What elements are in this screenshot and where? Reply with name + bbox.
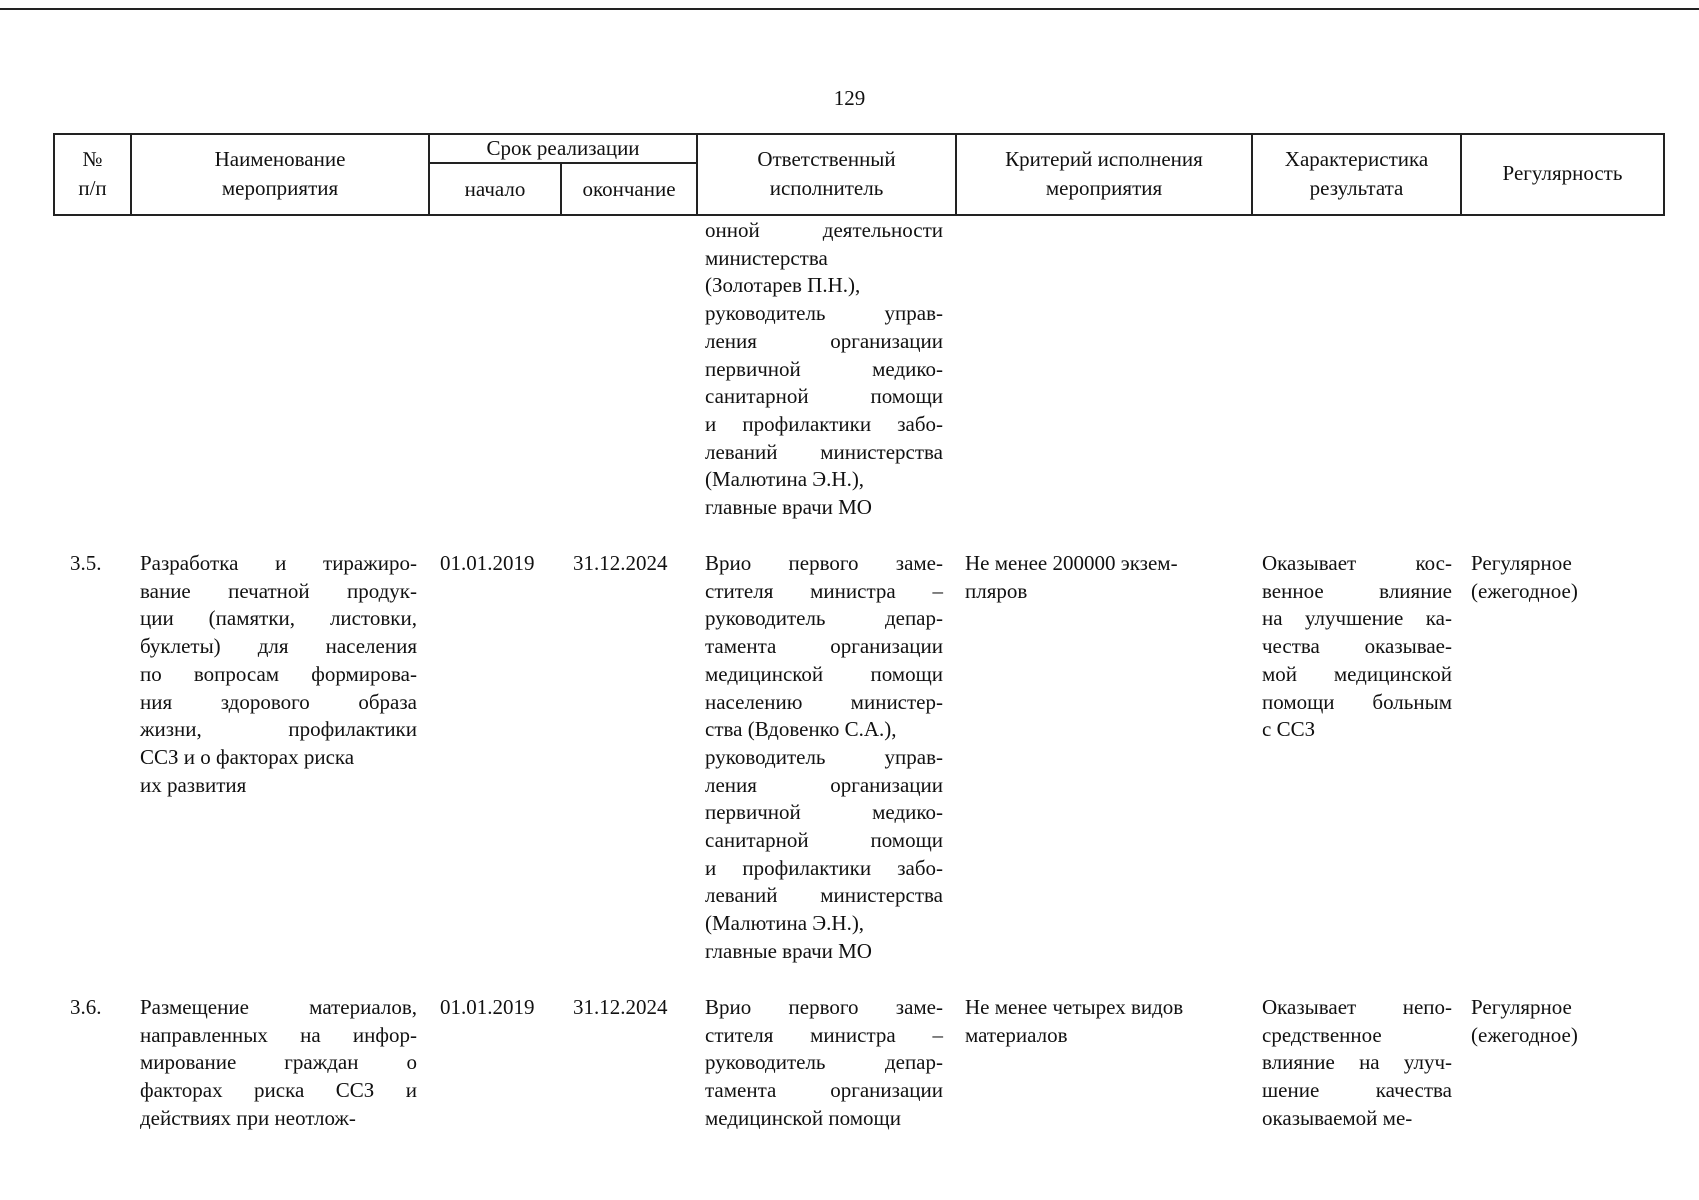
cell-line: Разработка и тиражиро-: [140, 551, 417, 575]
cell-line: руководитель депар-: [705, 1050, 943, 1075]
header-end: окончание: [582, 177, 676, 201]
cell-line: на улучшение ка-: [1262, 606, 1452, 631]
cell-line: мирование граждан о: [140, 1050, 417, 1075]
cell-line: (Малютина Э.Н.),: [705, 911, 865, 936]
cell-line: Размещение материалов,: [140, 995, 417, 1019]
top-rule: [0, 8, 1699, 10]
header-num: № п/п: [78, 147, 107, 200]
cell-line: жизни, профилактики: [140, 717, 417, 742]
cell-line: пляров: [965, 578, 1028, 603]
cell-line: санитарной помощи: [705, 384, 943, 409]
cell-line: оказываемой ме-: [1262, 1105, 1413, 1130]
cell-line: Врио первого заме-: [705, 995, 943, 1019]
criterion-cell: [965, 994, 1245, 1049]
cell-line: и профилактики забо-: [705, 411, 943, 436]
cell-line: первичной медико-: [705, 356, 943, 381]
end-date: 31.12.2024: [573, 551, 668, 575]
cell-line: ции (памятки, листовки,: [140, 606, 417, 631]
cell-line: населению министер-: [705, 689, 943, 714]
criterion-cell: [965, 550, 1245, 605]
cell-line: средственное: [1262, 1022, 1382, 1047]
cell-line: тамента организации: [705, 634, 943, 659]
cell-line: направленных на инфор-: [140, 1022, 417, 1047]
cell-line: Не менее 200000 экзем-: [965, 551, 1178, 575]
cell-line: стителя министра –: [705, 1022, 943, 1047]
cell-line: главные врачи МО: [705, 938, 872, 963]
cell-line: (Малютина Э.Н.),: [705, 467, 865, 492]
cell-line: стителя министра –: [705, 578, 943, 603]
header-criterion: Критерий исполнения мероприятия: [1005, 147, 1203, 200]
cell-line: главные врачи МО: [705, 495, 872, 520]
header-result: Характеристика результата: [1284, 147, 1429, 200]
responsible-cell: [705, 994, 943, 1133]
cell-line: ния здорового образа: [140, 689, 417, 714]
header-start: начало: [464, 177, 526, 201]
cell-line: руководитель управ-: [705, 301, 943, 326]
cell-line: ления организации: [705, 772, 943, 797]
regularity-cell: [1471, 550, 1651, 605]
cell-line: венное влияние: [1262, 578, 1452, 603]
cell-line: по вопросам формирова-: [140, 661, 417, 686]
cell-line: медицинской помощи: [705, 661, 943, 686]
cell-line: министерства: [705, 245, 828, 270]
cell-line: Не менее четырех видов: [965, 995, 1184, 1019]
cell-line: медицинской помощи: [705, 1105, 901, 1130]
cell-line: ления организации: [705, 328, 943, 353]
cell-line: их развития: [140, 772, 247, 797]
result-cell: [1262, 550, 1452, 744]
cell-line: тамента организации: [705, 1078, 943, 1103]
cell-line: и профилактики забо-: [705, 855, 943, 880]
cell-line: материалов: [965, 1022, 1068, 1047]
header-term: Срок реализации: [486, 136, 640, 160]
cell-line: ства (Вдовенко С.А.),: [705, 717, 897, 742]
start-date: 01.01.2019: [440, 995, 535, 1019]
cell-line: действиях при неотлож-: [140, 1105, 356, 1130]
cell-line: онной деятельности: [705, 218, 943, 242]
cell-line: шение качества: [1262, 1078, 1452, 1103]
cell-line: Регулярное: [1471, 995, 1572, 1019]
regularity-cell: [1471, 994, 1651, 1049]
cell-line: Врио первого заме-: [705, 551, 943, 575]
cell-line: (Золотарев П.Н.),: [705, 273, 861, 298]
cell-line: (ежегодное): [1471, 1022, 1578, 1047]
cell-line: буклеты) для населения: [140, 634, 417, 659]
cell-line: Оказывает непо-: [1262, 995, 1452, 1019]
cell-line: вание печатной продук-: [140, 578, 417, 603]
header-responsible: Ответственный исполнитель: [757, 147, 896, 200]
cell-line: с ССЗ: [1262, 717, 1316, 742]
cell-line: ССЗ и о факторах риска: [140, 744, 355, 769]
cell-line: чества оказывае-: [1262, 634, 1452, 659]
activity-name-cell: [140, 550, 417, 799]
cell-line: леваний министерства: [705, 439, 943, 464]
cell-line: руководитель управ-: [705, 744, 943, 769]
header-name: Наименование мероприятия: [214, 147, 346, 200]
cell-line: (ежегодное): [1471, 578, 1578, 603]
cell-line: Оказывает кос-: [1262, 551, 1452, 575]
cell-line: помощи больным: [1262, 689, 1452, 714]
cell-line: первичной медико-: [705, 800, 943, 825]
cell-line: факторах риска ССЗ и: [140, 1078, 417, 1103]
cell-line: Регулярное: [1471, 551, 1572, 575]
start-date: 01.01.2019: [440, 551, 535, 575]
end-date: 31.12.2024: [573, 995, 668, 1019]
row-number: 3.6.: [70, 995, 102, 1019]
table-header: [53, 133, 1665, 216]
responsible-cell: [705, 217, 943, 522]
cell-line: леваний министерства: [705, 883, 943, 908]
row-number: 3.5.: [70, 551, 102, 575]
page-number: 129: [833, 86, 866, 110]
activity-name-cell: [140, 994, 417, 1133]
responsible-cell: [705, 550, 943, 966]
cell-line: санитарной помощи: [705, 828, 943, 853]
cell-line: мой медицинской: [1262, 661, 1452, 686]
cell-line: руководитель депар-: [705, 606, 943, 631]
result-cell: [1262, 994, 1452, 1133]
header-regularity: Регулярность: [1502, 161, 1623, 185]
cell-line: влияние на улуч-: [1262, 1050, 1452, 1075]
